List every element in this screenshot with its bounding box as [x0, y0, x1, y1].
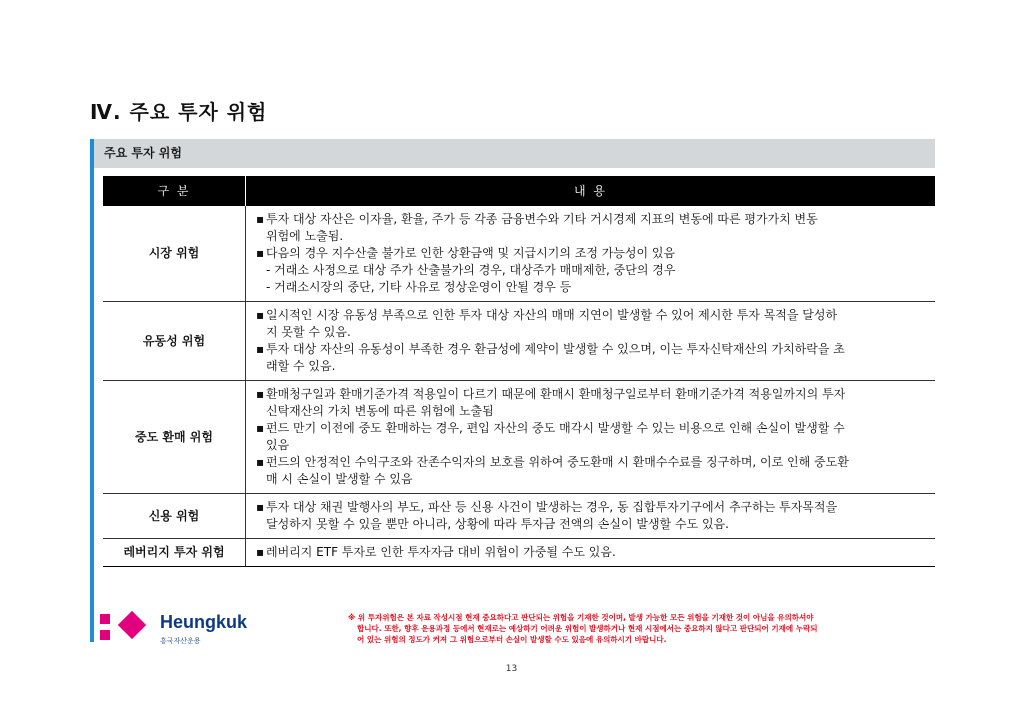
table-row: [103, 539, 935, 567]
page-title: Ⅳ. 주요 투자 위험: [90, 100, 268, 124]
risk-category: 유동성 위험: [103, 302, 246, 381]
page-number: 13: [505, 664, 518, 674]
logo-subtitle: 흥국자산운용: [160, 637, 201, 645]
continuation-text: 있음: [266, 438, 290, 452]
bullet-square-icon: ▪: [256, 387, 265, 401]
risk-category: 중도 환매 위험: [103, 381, 246, 494]
header-category: 구 분: [103, 176, 246, 206]
bullet-text: 투자 대상 채권 발행사의 부도, 파산 등 신용 사건이 발생하는 경우, 동 집합투자기구에서 추구하는 투자목적을: [266, 500, 838, 514]
bullet-square-icon: ▪: [256, 455, 265, 469]
bullet-item: [256, 211, 925, 228]
continuation-text: - 거래소 사정으로 대상 주가 산출불가의 경우, 대상주가 매매제한, 중단의 경우: [266, 263, 676, 277]
bullet-item: [256, 341, 925, 358]
continuation-text: - 거래소시장의 중단, 기타 사유로 정상운영이 안될 경우 등: [266, 280, 572, 294]
bullet-item: [256, 307, 925, 324]
bullet-square-icon: ▪: [256, 246, 265, 260]
accent-side-bar: [90, 139, 94, 642]
bullet-text: 레버리지 ETF 투자로 인한 투자자금 대비 위험이 가중될 수도 있음.: [266, 545, 616, 559]
header-content: 내 용: [246, 176, 936, 206]
bullet-text: 투자 대상 자산의 유동성이 부족한 경우 환금성에 제약이 발생할 수 있으며, 이는 투자신탁재산의 가치하락을 초: [266, 342, 845, 356]
bullet-square-icon: ▪: [256, 500, 265, 514]
table-row: [103, 302, 935, 381]
risk-category: 신용 위험: [103, 494, 246, 539]
continuation-text: 달성하지 못할 수 있을 뿐만 아니라, 상황에 따라 투자금 전액의 손실이 발생할 수도 있음.: [266, 517, 729, 531]
logo-mark-square: [100, 614, 110, 624]
risk-category: 레버리지 투자 위험: [103, 539, 246, 567]
disclaimer-line: ※ 위 투자위험은 본 자료 작성시점 현재 중요하다고 판단되는 위험을 기재한 것이며, 발생 가능한 모든 위험을 기재한 것이 아님을 유의하셔야: [348, 613, 814, 622]
continuation-text: 위험에 노출됨.: [266, 229, 344, 243]
continuation-text: 신탁재산의 가치 변동에 따른 위험에 노출됨: [266, 404, 494, 418]
bullet-item: [256, 499, 925, 516]
bullet-text: 환매청구일과 환매기준가격 적용일이 다르기 때문에 환매시 환매청구일로부터 환매기준가격 적용일까지의 투자: [266, 387, 846, 401]
table-header-row: [103, 176, 935, 206]
logo-name: Heungkuk: [160, 612, 248, 632]
bullet-text: 다음의 경우 지수산출 불가로 인한 상환금액 및 지급시기의 조정 가능성이 있음: [266, 246, 676, 260]
risk-description: [246, 494, 936, 539]
bullet-item: [256, 386, 925, 403]
table-row: [103, 381, 935, 494]
continuation-text: 매 시 손실이 발생할 수 있음: [266, 472, 413, 486]
disclaimer: [348, 612, 944, 645]
table-row: [103, 206, 935, 302]
risk-description: [246, 302, 936, 381]
bullet-item: [256, 454, 925, 471]
logo-mark-diamond: [118, 611, 146, 639]
risk-description: [246, 381, 936, 494]
disclaimer-line: 어 있는 위험의 정도가 커져 그 위험으로부터 손실이 발생할 수도 있음에 유의하시기 바랍니다.: [357, 635, 667, 644]
risk-description: [246, 539, 936, 567]
bullet-text: 펀드 만기 이전에 중도 환매하는 경우, 편입 자산의 중도 매각시 발생할 수 있는 비용으로 인해 손실이 발생할 수: [266, 421, 845, 435]
risk-description: [246, 206, 936, 302]
bullet-text: 펀드의 안정적인 수익구조와 잔존수익자의 보호를 위하여 중도환매 시 환매수수료를 징구하며, 이로 인해 중도환: [266, 455, 849, 469]
bullet-item: [256, 245, 925, 262]
bullet-square-icon: ▪: [256, 212, 265, 226]
continuation-text: 래할 수 있음.: [266, 359, 336, 373]
bullet-square-icon: ▪: [256, 342, 265, 356]
bullet-text: 일시적인 시장 유동성 부족으로 인한 투자 대상 자산의 매매 지연이 발생할 수 있어 제시한 투자 목적을 달성하: [266, 308, 838, 322]
section-header: 주요 투자 위험: [94, 139, 935, 168]
disclaimer-line: 합니다. 또한, 향후 운용과정 등에서 현재로는 예상하기 어려운 위험이 발생하거나 현재 시점에서는 중요하지 않다고 판단되어 기재에 누락되: [357, 624, 818, 633]
bullet-item: [256, 544, 925, 561]
risk-table: [103, 176, 935, 567]
bullet-square-icon: ▪: [256, 545, 265, 559]
bullet-item: [256, 420, 925, 437]
bullet-text: 투자 대상 자산은 이자율, 환율, 주가 등 각종 금융변수와 기타 거시경제 지표의 변동에 따른 평가가치 변동: [266, 212, 818, 226]
table-row: [103, 494, 935, 539]
bullet-square-icon: ▪: [256, 421, 265, 435]
logo-mark-square: [100, 630, 110, 640]
bullet-square-icon: ▪: [256, 308, 265, 322]
continuation-text: 지 못할 수 있음.: [266, 325, 351, 339]
risk-category: 시장 위험: [103, 206, 246, 302]
heungkuk-logo: [100, 612, 260, 646]
